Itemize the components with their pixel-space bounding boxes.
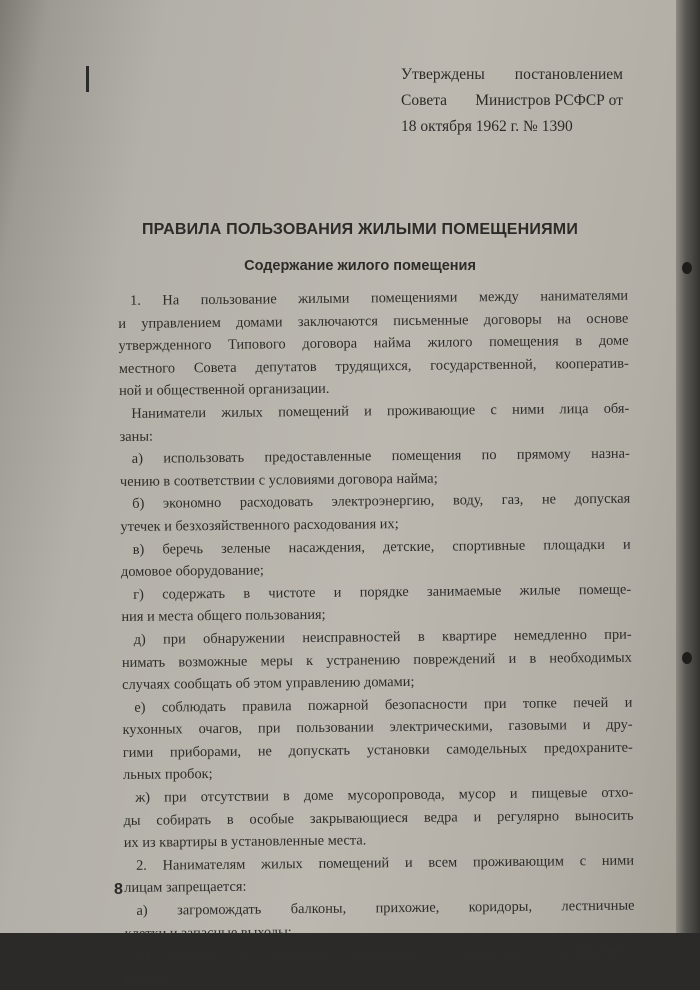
- text-line: ной и общественной организации.: [118, 381, 330, 400]
- section-subtitle: Содержание жилого помещения: [244, 258, 476, 274]
- text-line: чению в соответствии с условиями договора найма;: [119, 470, 438, 490]
- text-line: утвержденного Типового договора найма жилого помещения в доме: [118, 332, 629, 355]
- text-line: г) содержать в чистоте и порядке занимаемые жилые помеще-: [133, 581, 632, 603]
- binding-hole: [682, 262, 692, 274]
- text-line: в) беречь зеленые насаждения, детские, спортивные площадки и: [132, 536, 631, 558]
- binding-hole: [682, 652, 692, 664]
- text-line: местного Совета депутатов трудящихся, государственной, кооператив-: [118, 355, 629, 377]
- text-line: домовое оборудование;: [120, 562, 264, 581]
- text-line: льных пробок;: [122, 766, 213, 784]
- margin-mark: [86, 66, 89, 92]
- approval-word: Утверждены: [401, 66, 485, 83]
- text-line: и управлением домами заключаются письменные договоры на основе: [118, 310, 629, 332]
- document-body: [118, 285, 635, 990]
- approval-note: [401, 62, 623, 140]
- approval-word: постановлением: [514, 66, 623, 83]
- text-line: лицам запрещается:: [124, 879, 247, 897]
- text-line: а) загромождать балконы, прихожие, коридоры, лестничные: [136, 897, 635, 919]
- text-line: кухонных очагов, при пользовании электрическими, газовыми и дру-: [122, 716, 633, 739]
- text-line: гими приборами, не допускать установки самодельных предохраните-: [122, 739, 633, 761]
- text-line: утечек и безхозяйственного расходования их;: [120, 516, 399, 535]
- text-line: клетки и запасные выходы;: [124, 923, 292, 942]
- text-line: воздух;: [125, 970, 171, 987]
- text-line: е) соблюдать правила пожарной безопасности при топке печей и: [134, 694, 633, 716]
- text-line: ж) при отсутствии в доме мусоропровода, мусор и пищевые отхо-: [135, 784, 634, 806]
- text-line: б) экономно расходовать электроэнергию, воду, газ, не допуская: [132, 490, 631, 513]
- text-line: их из квартиры в установленные места.: [123, 832, 367, 852]
- book-spine-edge: [676, 0, 700, 933]
- page-number: 8: [114, 881, 123, 898]
- text-line: нимать возможные меры к устранению повреждений и в необходимых: [121, 649, 632, 671]
- text-line: а) использовать предоставленные помещения по прямому назна-: [131, 445, 630, 468]
- text-line: случаях сообщать об этом управлению домами;: [122, 674, 415, 694]
- approval-date: 18 октября 1962 г. № 1390: [401, 118, 573, 135]
- text-line: 1. На пользование жилыми помещениями между нанимателями: [130, 287, 629, 309]
- text-line: ды собирать в особые закрывающиеся ведра и регулярно выносить: [123, 807, 634, 829]
- approval-word: Министров РСФСР от: [475, 92, 623, 109]
- text-line: заны:: [119, 428, 154, 445]
- text-line: д) при обнаружении неисправностей в квартире немедленно при-: [133, 626, 632, 648]
- document-title: ПРАВИЛА ПОЛЬЗОВАНИЯ ЖИЛЫМИ ПОМЕЩЕНИЯМИ: [141, 221, 579, 238]
- text-line: ния и места общего пользования;: [121, 607, 326, 626]
- text-line: б) хранить в квартирах предметы и вещества, загрязняющие: [136, 942, 636, 965]
- text-line: 2. Нанимателям жилых помещений и всем проживающим с ними: [135, 852, 635, 874]
- approval-word: Совета: [401, 92, 448, 109]
- text-line: Наниматели жилых помещений и проживающие с ними лица обя-: [131, 400, 630, 422]
